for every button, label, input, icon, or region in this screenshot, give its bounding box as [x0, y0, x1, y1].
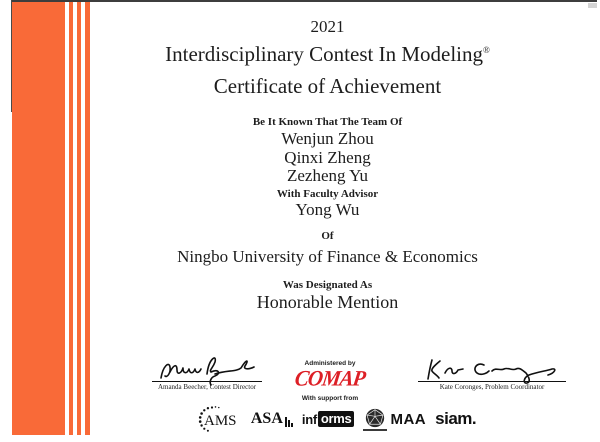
institution-name: Ningbo University of Finance & Economics	[177, 247, 478, 266]
advisor-line: With Faculty Advisor	[276, 188, 379, 200]
asa-logo-text: ASA	[250, 410, 283, 427]
signature-caption-left: Amanda Beecher, Contest Director	[157, 383, 257, 391]
team-member-2: Qinxi Zheng	[284, 148, 371, 167]
sponsor-logos-row	[196, 404, 477, 434]
orange-stripe-2	[77, 2, 81, 435]
certificate-subtitle: Certificate of Achievement	[213, 74, 442, 98]
contest-title-text: Interdisciplinary Contest In Modeling	[165, 42, 484, 66]
informs-logo-prefix: inf	[301, 411, 317, 427]
comap-logo: COMAP	[293, 365, 367, 391]
corner-artifact	[588, 3, 597, 8]
maa-polyhedron-icon	[363, 408, 387, 431]
ams-logo-text: AMS	[203, 413, 237, 429]
contest-year: 2021	[310, 17, 345, 36]
siam-logo: siam.	[435, 409, 477, 428]
designated-line: Was Designated As	[282, 279, 373, 291]
asa-logo	[251, 411, 293, 427]
award-name: Honorable Mention	[256, 292, 399, 312]
maa-logo	[363, 408, 426, 431]
informs-logo	[302, 411, 355, 427]
maa-logo-text: MAA	[390, 410, 427, 428]
maa-caption-bar	[363, 429, 387, 431]
signature-line-left	[152, 381, 262, 382]
signature-line-right	[418, 381, 566, 382]
team-member-3: Zezheng Yu	[286, 166, 369, 185]
signature-block-left	[152, 352, 262, 391]
known-line: Be It Known That The Team Of	[252, 116, 403, 128]
support-label: With support from	[301, 395, 359, 402]
signature-block-right	[418, 352, 566, 391]
contest-title	[90, 42, 565, 67]
administration-block	[280, 360, 380, 402]
orange-bar-wide	[12, 2, 65, 435]
registered-mark: ®	[483, 45, 490, 55]
informs-logo-boxed: orms	[318, 411, 355, 427]
of-line: Of	[321, 230, 334, 242]
advisor-name: Yong Wu	[295, 200, 360, 219]
orange-stripe-1	[69, 2, 73, 435]
signature-caption-right: Kate Coronges, Problem Coordinator	[439, 383, 545, 391]
administered-by-label: Administered by	[304, 360, 356, 367]
asa-bars-icon	[284, 417, 293, 427]
team-member-1: Wenjun Zhou	[281, 129, 374, 148]
ams-logo	[188, 406, 242, 432]
